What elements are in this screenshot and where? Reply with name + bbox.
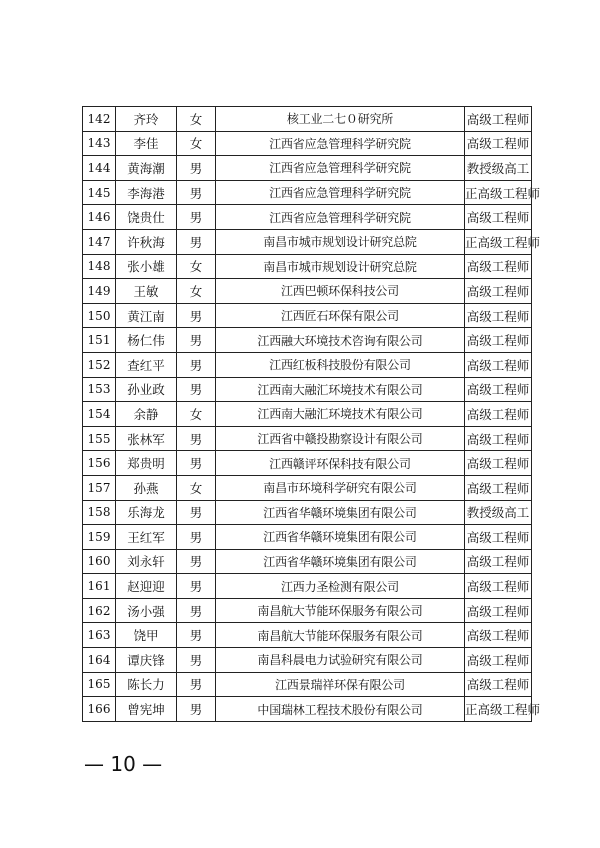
gender-cell: 男 — [177, 328, 216, 353]
table-row — [83, 451, 532, 476]
row-number-cell: 144 — [83, 156, 116, 181]
organization-cell: 江西省应急管理科学研究院 — [216, 180, 465, 205]
name-cell: 李海港 — [116, 180, 177, 205]
table-row — [83, 205, 532, 230]
title-cell: 高级工程师 — [465, 426, 532, 451]
title-cell: 高级工程师 — [465, 648, 532, 673]
organization-cell: 江西省华赣环境集团有限公司 — [216, 525, 465, 550]
table-row — [83, 623, 532, 648]
row-number-cell: 142 — [83, 107, 116, 132]
gender-cell: 男 — [177, 623, 216, 648]
title-cell: 正高级工程师 — [465, 697, 532, 722]
organization-cell: 南昌航大节能环保服务有限公司 — [216, 623, 465, 648]
table-row — [83, 254, 532, 279]
row-number-cell: 145 — [83, 180, 116, 205]
table-row — [83, 574, 532, 599]
gender-cell: 男 — [177, 426, 216, 451]
table-row — [83, 672, 532, 697]
page-number: — 10 — — [84, 752, 163, 776]
personnel-table — [82, 106, 541, 722]
title-cell: 教授级高工 — [465, 500, 532, 525]
name-cell: 刘永轩 — [116, 549, 177, 574]
name-cell: 张小雄 — [116, 254, 177, 279]
gender-cell: 女 — [177, 107, 216, 132]
name-cell: 孙业政 — [116, 377, 177, 402]
gender-cell: 男 — [177, 648, 216, 673]
title-cell: 高级工程师 — [465, 574, 532, 599]
row-number-cell: 163 — [83, 623, 116, 648]
gender-cell: 女 — [177, 279, 216, 304]
table-row — [83, 402, 532, 427]
name-cell: 张林军 — [116, 426, 177, 451]
table-row — [83, 328, 532, 353]
organization-cell: 江西省应急管理科学研究院 — [216, 156, 465, 181]
name-cell: 陈长力 — [116, 672, 177, 697]
title-cell: 高级工程师 — [465, 254, 532, 279]
row-number-cell: 148 — [83, 254, 116, 279]
organization-cell: 江西匠石环保有限公司 — [216, 303, 465, 328]
table-row — [83, 697, 532, 722]
gender-cell: 男 — [177, 672, 216, 697]
table-row — [83, 303, 532, 328]
gender-cell: 男 — [177, 574, 216, 599]
title-cell: 高级工程师 — [465, 672, 532, 697]
name-cell: 黄江南 — [116, 303, 177, 328]
row-number-cell: 143 — [83, 131, 116, 156]
title-cell: 高级工程师 — [465, 279, 532, 304]
title-cell: 高级工程师 — [465, 451, 532, 476]
organization-cell: 南昌航大节能环保服务有限公司 — [216, 598, 465, 623]
table-row — [83, 426, 532, 451]
organization-cell: 南昌市城市规划设计研究总院 — [216, 254, 465, 279]
organization-cell: 江西巴顿环保科技公司 — [216, 279, 465, 304]
table-row — [83, 598, 532, 623]
gender-cell: 女 — [177, 402, 216, 427]
organization-cell: 江西红板科技股份有限公司 — [216, 352, 465, 377]
row-number-cell: 161 — [83, 574, 116, 599]
row-number-cell: 146 — [83, 205, 116, 230]
table-row — [83, 107, 532, 132]
title-cell: 高级工程师 — [465, 131, 532, 156]
title-cell: 高级工程师 — [465, 205, 532, 230]
table-row — [83, 131, 532, 156]
organization-cell: 江西省华赣环境集团有限公司 — [216, 500, 465, 525]
row-number-cell: 164 — [83, 648, 116, 673]
table-row — [83, 352, 532, 377]
title-cell: 高级工程师 — [465, 623, 532, 648]
gender-cell: 男 — [177, 525, 216, 550]
table-row — [83, 279, 532, 304]
name-cell: 王敏 — [116, 279, 177, 304]
row-number-cell: 162 — [83, 598, 116, 623]
organization-cell: 江西省华赣环境集团有限公司 — [216, 549, 465, 574]
organization-cell: 江西融大环境技术咨询有限公司 — [216, 328, 465, 353]
table-row — [83, 549, 532, 574]
title-cell: 高级工程师 — [465, 328, 532, 353]
title-cell: 高级工程师 — [465, 303, 532, 328]
gender-cell: 男 — [177, 549, 216, 574]
name-cell: 黄海潮 — [116, 156, 177, 181]
row-number-cell: 154 — [83, 402, 116, 427]
gender-cell: 男 — [177, 303, 216, 328]
row-number-cell: 147 — [83, 229, 116, 254]
table-row — [83, 377, 532, 402]
organization-cell: 江西南大融汇环境技术有限公司 — [216, 377, 465, 402]
title-cell: 高级工程师 — [465, 107, 532, 132]
table-row — [83, 475, 532, 500]
table-row — [83, 648, 532, 673]
organization-cell: 江西赣评环保科技有限公司 — [216, 451, 465, 476]
organization-cell: 江西景瑞祥环保有限公司 — [216, 672, 465, 697]
name-cell: 饶甲 — [116, 623, 177, 648]
row-number-cell: 156 — [83, 451, 116, 476]
gender-cell: 男 — [177, 229, 216, 254]
name-cell: 谭庆锋 — [116, 648, 177, 673]
title-cell: 高级工程师 — [465, 475, 532, 500]
organization-cell: 中国瑞林工程技术股份有限公司 — [216, 697, 465, 722]
title-cell: 高级工程师 — [465, 525, 532, 550]
organization-cell: 江西力圣检测有限公司 — [216, 574, 465, 599]
name-cell: 乐海龙 — [116, 500, 177, 525]
title-cell: 高级工程师 — [465, 402, 532, 427]
name-cell: 许秋海 — [116, 229, 177, 254]
organization-cell: 南昌科晨电力试验研究有限公司 — [216, 648, 465, 673]
row-number-cell: 165 — [83, 672, 116, 697]
row-number-cell: 155 — [83, 426, 116, 451]
row-number-cell: 159 — [83, 525, 116, 550]
title-cell: 高级工程师 — [465, 352, 532, 377]
name-cell: 郑贵明 — [116, 451, 177, 476]
table-row — [83, 500, 532, 525]
gender-cell: 男 — [177, 352, 216, 377]
organization-cell: 江西省中赣投勘察设计有限公司 — [216, 426, 465, 451]
title-cell: 正高级工程师 — [465, 180, 532, 205]
row-number-cell: 151 — [83, 328, 116, 353]
gender-cell: 男 — [177, 205, 216, 230]
row-number-cell: 166 — [83, 697, 116, 722]
name-cell: 李佳 — [116, 131, 177, 156]
row-number-cell: 160 — [83, 549, 116, 574]
row-number-cell: 150 — [83, 303, 116, 328]
organization-cell: 南昌市环境科学研究有限公司 — [216, 475, 465, 500]
organization-cell: 南昌市城市规划设计研究总院 — [216, 229, 465, 254]
title-cell: 高级工程师 — [465, 549, 532, 574]
row-number-cell: 153 — [83, 377, 116, 402]
gender-cell: 男 — [177, 500, 216, 525]
title-cell: 教授级高工 — [465, 156, 532, 181]
name-cell: 查红平 — [116, 352, 177, 377]
gender-cell: 男 — [177, 697, 216, 722]
name-cell: 孙燕 — [116, 475, 177, 500]
title-cell: 高级工程师 — [465, 377, 532, 402]
gender-cell: 女 — [177, 254, 216, 279]
title-cell: 正高级工程师 — [465, 229, 532, 254]
name-cell: 汤小强 — [116, 598, 177, 623]
organization-cell: 江西南大融汇环境技术有限公司 — [216, 402, 465, 427]
name-cell: 齐玲 — [116, 107, 177, 132]
gender-cell: 男 — [177, 180, 216, 205]
row-number-cell: 157 — [83, 475, 116, 500]
organization-cell: 核工业二七０研究所 — [216, 107, 465, 132]
title-cell: 高级工程师 — [465, 598, 532, 623]
organization-cell: 江西省应急管理科学研究院 — [216, 131, 465, 156]
table-row — [83, 229, 532, 254]
name-cell: 王红军 — [116, 525, 177, 550]
gender-cell: 男 — [177, 451, 216, 476]
row-number-cell: 152 — [83, 352, 116, 377]
table-row — [83, 180, 532, 205]
gender-cell: 女 — [177, 475, 216, 500]
name-cell: 曾宪坤 — [116, 697, 177, 722]
gender-cell: 男 — [177, 156, 216, 181]
row-number-cell: 158 — [83, 500, 116, 525]
name-cell: 杨仁伟 — [116, 328, 177, 353]
gender-cell: 女 — [177, 131, 216, 156]
name-cell: 赵迎迎 — [116, 574, 177, 599]
gender-cell: 男 — [177, 377, 216, 402]
row-number-cell: 149 — [83, 279, 116, 304]
table-body — [83, 107, 541, 722]
table-row — [83, 156, 532, 181]
gender-cell: 男 — [177, 598, 216, 623]
name-cell: 余静 — [116, 402, 177, 427]
organization-cell: 江西省应急管理科学研究院 — [216, 205, 465, 230]
table-row — [83, 525, 532, 550]
name-cell: 饶贵仕 — [116, 205, 177, 230]
